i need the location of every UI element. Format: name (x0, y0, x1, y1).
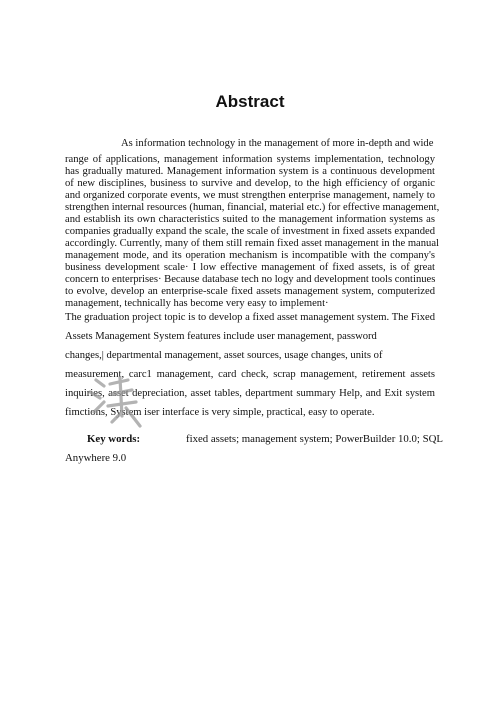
abstract-line: strengthen internal resources (human, financial, material etc.) for effective management, (65, 202, 440, 213)
abstract-line: accordingly. Currently, many of them still remain fixed asset management in the manual (65, 238, 440, 249)
page-title: Abstract (215, 92, 285, 111)
watermark-stamp (82, 372, 152, 432)
abstract-line: measurement, carc1 management, card check, scrap management, retirement assets (65, 369, 435, 380)
abstract-line: The graduation project topic is to develop a fixed asset management system. The Fixed (65, 312, 435, 323)
abstract-line: As information technology in the management of more in-depth and wide (121, 138, 434, 149)
abstract-line: management mode, and its operation mechanism is incompatible with the company's (65, 250, 435, 261)
abstract-line: and organized corporate events, we must strengthen enterprise management, namely to (65, 190, 435, 201)
keywords-continuation: Anywhere 9.0 (65, 452, 127, 464)
abstract-line: fimctions, System iser interface is very simple, practical, easy to operate. (65, 407, 375, 418)
abstract-line: of new disciplines, business to survive and develop, to the high efficiency of organic (65, 178, 435, 189)
abstract-line: to evolve, develop an enterprise-scale fixed assets management system, computerized (65, 286, 435, 297)
abstract-line: changes,| departmental management, asset sources, usage changes, units of (65, 350, 383, 361)
keywords-label: Key words: (87, 433, 141, 445)
abstract-line: business development scale· I low effective management of fixed assets, is of great (65, 262, 435, 273)
keywords-text: fixed assets; management system; PowerBuilder 10.0; SQL (186, 433, 443, 445)
abstract-line: management, technically has become very easy to implement· (65, 298, 329, 309)
abstract-line: inquiries, asset depreciation, asset tables, department summary Help, and Exit system (65, 388, 435, 399)
abstract-line: range of applications, management information systems implementation, technology (65, 154, 435, 165)
abstract-line: concern to enterprises· Because database tech no logy and development tools continues (65, 274, 436, 285)
abstract-line: companies gradually expand the scale, the scale of investment in fixed assets expanded (65, 226, 435, 237)
abstract-line: and establish its own characteristics suited to the management information systems as (65, 214, 435, 225)
abstract-line: Assets Management System features include user management, password (65, 331, 377, 342)
abstract-line: has gradually matured. Management information system is a continuous development (65, 166, 435, 177)
